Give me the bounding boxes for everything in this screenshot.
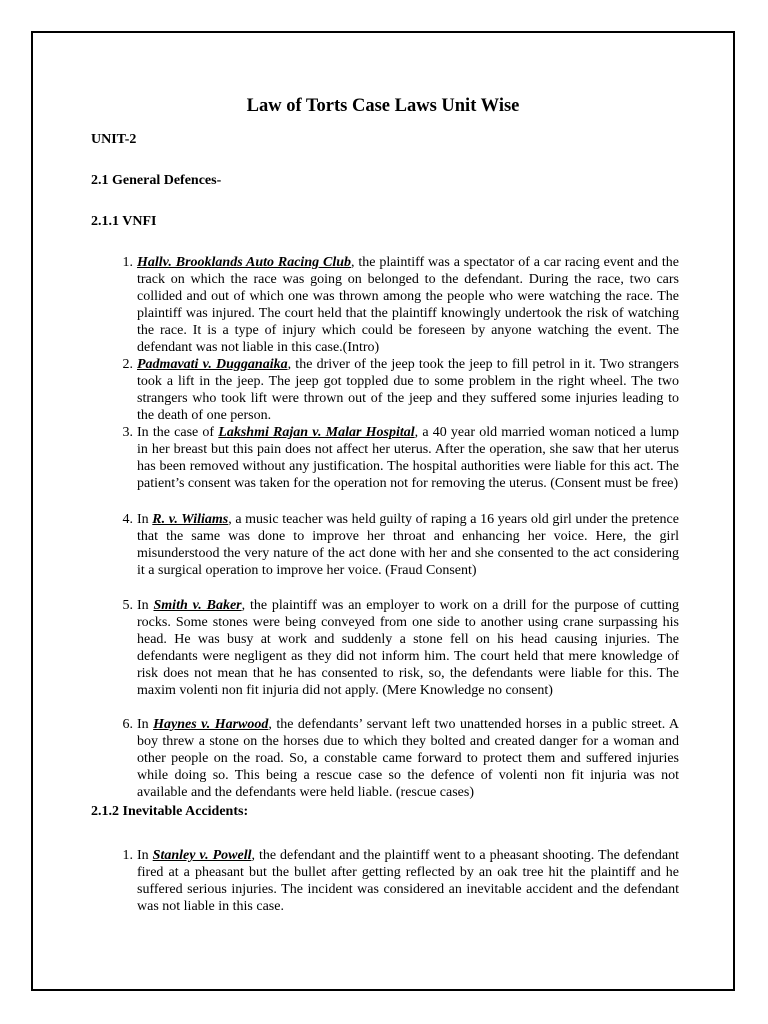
item-number: 5. — [122, 598, 133, 613]
section-heading: 2.1 General Defences- — [91, 173, 222, 188]
item-number: 1. — [122, 848, 133, 863]
item-text: , the driver of the jeep took the jeep to fill petrol in it. Two strangers took a lift in the jeep. The jeep got toppled due to some problem in the right wheel. The two strangers who took lift were thrown out of the jeep and they suffered some injuries leading to the death of one person. — [137, 357, 679, 423]
subsection-accidents-heading: 2.1.2 Inevitable Accidents: — [91, 804, 249, 819]
list-item — [122, 716, 680, 801]
case-name: Stanley v. Powell — [152, 848, 252, 863]
page-title: Law of Torts Case Laws Unit Wise — [246, 96, 520, 116]
item-prefix: In the case of — [137, 425, 219, 440]
subsection-vnfi-heading: 2.1.1 VNFI — [91, 214, 157, 229]
unit-heading: UNIT-2 — [91, 132, 137, 147]
item-text: , a 40 year old married woman noticed a lump in her breast but this pain does not affect her uterus. After the operation, she saw that her uterus has been removed without any justification. The hospital authorities were liable for this act. The patient’s consent was taken for the operation not for removing the uterus. (Consent must be free) — [137, 425, 679, 491]
item-text: , the defendant and the plaintiff went to a pheasant shooting. The defendant fired at a pheasant but the bullet after getting reflected by an oak tree hit the plaintiff and he suffered serious injuries. The incident was considered an inevitable accident and the defendant was not liable in this case. — [137, 848, 679, 914]
list-item — [122, 511, 679, 579]
item-number: 4. — [122, 512, 133, 527]
item-prefix: In — [137, 512, 153, 527]
list-item — [122, 356, 679, 424]
case-name: R. v. Wiliams — [152, 512, 229, 527]
item-text: , the plaintiff was a spectator of a car racing event and the track on which the race was going on belonged to the defendant. During the race, two cars collided and out of which one was thrown among the people who were watching the race. The plaintiff was injured. The court held that the plaintiff knowingly undertook the risk of watching the race. It is a type of injury which could be foreseen by anyone watching the event. The defendant was not liable in this case.(Intro) — [137, 255, 679, 355]
item-number: 1. — [122, 255, 133, 270]
item-text: , the defendants’ servant left two unattended horses in a public street. A boy threw a stone on the horses due to which they bolted and created danger for a woman and other people on the road. So, a constable came forward to protect them and suffered injuries while doing so. This being a rescue case so the defence of volenti non fit injuria was not available and the defendants were held liable. (rescue cases) — [137, 717, 680, 800]
item-number: 6. — [122, 717, 133, 732]
list-item — [122, 254, 679, 356]
document-page — [31, 31, 735, 991]
item-prefix: In — [137, 717, 154, 732]
list-item — [122, 847, 679, 915]
item-prefix: In — [137, 848, 153, 863]
case-name: Haynes v. Harwood — [153, 717, 269, 732]
item-text: , the plaintiff was an employer to work on a drill for the purpose of cutting rocks. Some stones were being conveyed from one side to another using crane surpassing his head. He was busy at work and suddenly a stone fell on his head causing injuries. The defendants were negligent as they did not inform him. The court held that mere knowledge of risk does not mean that he has consented to risk, so, the defendants were liable for this. The maxim volenti non fit injuria did not apply. (Mere Knowledge no consent) — [137, 598, 679, 698]
case-name: Lakshmi Rajan v. Malar Hospital — [218, 425, 415, 440]
item-number: 2. — [122, 357, 133, 372]
case-name: Padmavati v. Dugganaika — [137, 357, 288, 372]
list-item — [122, 424, 679, 492]
item-prefix: In — [137, 598, 154, 613]
item-text: , a music teacher was held guilty of raping a 16 years old girl under the pretence that the same was done to improve her throat and enhancing her voice. Here, the girl misunderstood the very nature of the act done with her and she consented to the act considering it a surgical operation to improve her voice. (Fraud Consent) — [137, 512, 679, 578]
case-name: Hallv. Brooklands Auto Racing Club — [137, 255, 351, 270]
case-name: Smith v. Baker — [153, 598, 242, 613]
list-item — [122, 597, 679, 699]
item-number: 3. — [122, 425, 133, 440]
